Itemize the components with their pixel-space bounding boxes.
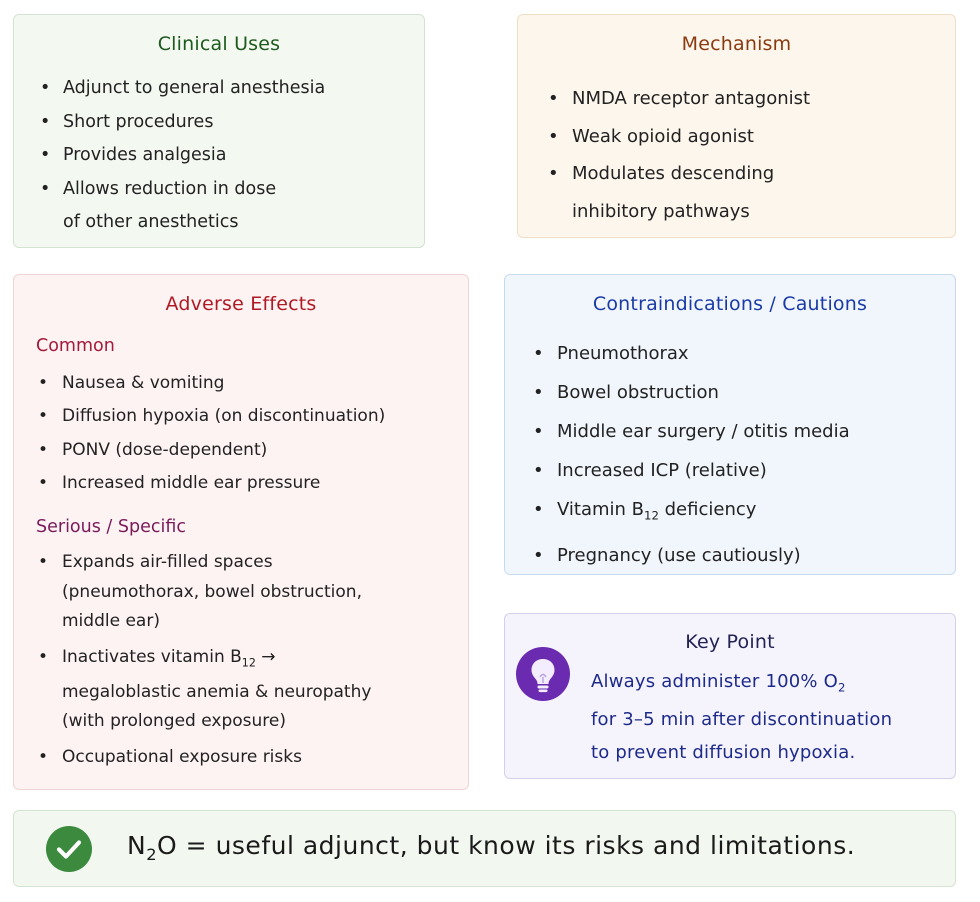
text-span: deficiency [658, 499, 757, 520]
summary-banner [13, 810, 956, 887]
mechanism-list [546, 80, 955, 230]
list-item-line: middle ear) [62, 611, 160, 632]
list-item: • Modulates descending [546, 155, 955, 193]
list-item: • Middle ear surgery / otitis media [531, 412, 955, 451]
common-effects-list [36, 367, 468, 500]
text-span: Inactivates vitamin B [62, 646, 242, 667]
list-item-line: (with prolonged exposure) [62, 711, 287, 732]
list-item-line: • Expands air-filled spaces [62, 552, 273, 573]
list-item-line: megaloblastic anemia & neuropathy [62, 681, 372, 702]
contraindications-panel [504, 274, 956, 575]
list-item [36, 548, 468, 637]
list-item-line [62, 643, 468, 678]
list-item: • NMDA receptor antagonist [546, 80, 955, 118]
list-item: • Nausea & vomiting [36, 367, 468, 400]
adverse-effects-title: Adverse Effects [165, 293, 317, 315]
list-item [36, 643, 468, 737]
list-item: • Diffusion hypoxia (on discontinuation) [36, 400, 468, 433]
mechanism-title: Mechanism [681, 33, 792, 55]
list-item: • Allows reduction in dose [38, 173, 424, 207]
list-item: • Increased ICP (relative) [531, 451, 955, 490]
list-item-continuation: inhibitory pathways [572, 200, 750, 222]
list-item: • PONV (dose-dependent) [36, 434, 468, 467]
key-point-line [591, 666, 892, 704]
key-point-line: to prevent diffusion hypoxia. [591, 741, 856, 763]
list-item: • Weak opioid agonist [546, 118, 955, 156]
clinical-uses-list [38, 72, 424, 240]
text-span: N [127, 831, 147, 860]
text-span: O = useful adjunct, but know its risks and limitations. [157, 831, 856, 860]
mechanism-panel [517, 14, 956, 238]
key-point-text [591, 666, 892, 769]
clinical-uses-title: Clinical Uses [157, 33, 281, 55]
common-heading: Common [36, 336, 115, 356]
list-item-line: (pneumothorax, bowel obstruction, [62, 581, 362, 602]
serious-effects-list [36, 548, 468, 772]
contraindications-title: Contraindications / Cautions [592, 293, 868, 315]
list-item: • Adjunct to general anesthesia [38, 72, 424, 106]
text-span: Vitamin B [557, 499, 645, 520]
arrow-text: → [255, 646, 276, 667]
text-span: Always administer 100% O [591, 671, 839, 692]
key-point-panel [504, 613, 956, 779]
lightbulb-icon [516, 647, 570, 701]
summary-text [127, 831, 855, 864]
list-item: • Bowel obstruction [531, 373, 955, 412]
list-item-continuation: of other anesthetics [63, 212, 239, 232]
contraindications-list [531, 334, 955, 575]
key-point-title: Key Point [685, 631, 775, 653]
serious-heading: Serious / Specific [36, 517, 186, 538]
clinical-uses-panel [13, 14, 425, 248]
subscript: 2 [838, 680, 846, 695]
list-item [531, 490, 955, 536]
list-item: • Pregnancy (use cautiously) [531, 536, 955, 575]
list-item: • Pneumothorax [531, 334, 955, 373]
subscript: 12 [241, 656, 256, 670]
adverse-effects-panel [13, 274, 469, 790]
check-circle-icon [46, 826, 92, 872]
key-point-line: for 3–5 min after discontinuation [591, 709, 893, 731]
list-item: • Provides analgesia [38, 139, 424, 173]
subscript: 12 [644, 508, 659, 523]
subscript: 2 [146, 845, 158, 864]
list-item: • Increased middle ear pressure [36, 467, 468, 500]
list-item: • Short procedures [38, 106, 424, 140]
list-item: • Occupational exposure risks [36, 743, 468, 773]
